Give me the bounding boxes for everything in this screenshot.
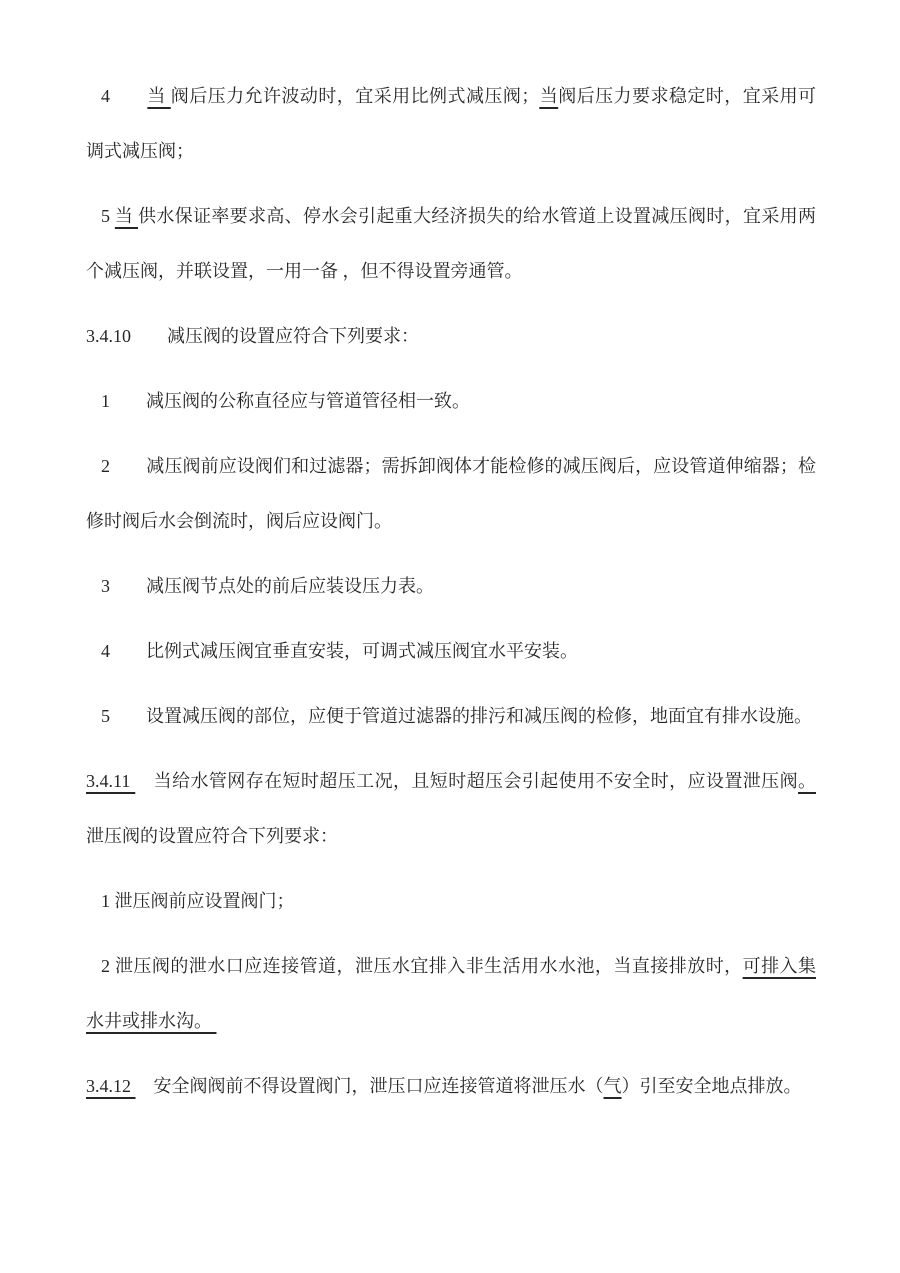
clause-3-4-11-item-2 — [86, 939, 816, 1049]
text-run: 1 泄压阀前应设置阀门； — [101, 891, 295, 911]
clause-3-4-10-item-4 — [86, 624, 816, 679]
underlined-text-run: 3.4.12 — [86, 1076, 136, 1096]
clause-3-4-10-item-3 — [86, 559, 816, 614]
text-run: 3 减压阀节点处的前后应装设压力表。 — [101, 576, 434, 596]
text-run: 4 — [101, 86, 148, 106]
text-run: 5 设置减压阀的部位，应便于管道过滤器的排污和减压阀的检修，地面宜有排水设施。 — [101, 706, 812, 726]
text-run: 5 — [101, 206, 115, 226]
text-run: 安全阀阀前不得设置阀门，泄压口应连接管道将泄压水（ — [135, 1076, 604, 1096]
text-run: 阀后压力允许波动时，宜采用比例式减压阀； — [170, 86, 540, 106]
text-run: 供水保证率要求高、停水会引起重大经济损失的给水管道上设置减压阀时，宜采用两个减压阀，并联设置，一用一备 ，但不得设置旁通管。 — [86, 206, 817, 281]
underlined-text-run: 当 — [147, 86, 171, 106]
text-run: 2 减压阀前应设阀们和过滤器；需拆卸阀体才能检修的减压阀后，应设管道伸缩器；检修时阀后水会倒流时，阀后应设阀门。 — [86, 456, 816, 531]
text-run: ）引至安全地点排放。 — [621, 1076, 802, 1096]
clause-3-4-10-item-2 — [86, 439, 816, 549]
text-run: 3.4.10 减压阀的设置应符合下列要求： — [86, 326, 419, 346]
text-run: 当给水管网存在短时超压工况，且短时超压会引起使用不安全时，应设置泄压阀 — [135, 771, 798, 791]
text-run: 阀后压力要求稳定时，宜采用可调式减压阀； — [86, 86, 817, 161]
clause-3-4-10-item-5 — [86, 689, 816, 744]
text-run: 2 泄压阀的泄水口应连接管道，泄压水宜排入非生活用水水池，当直接排放时， — [101, 956, 743, 976]
underlined-text-run: 当 — [114, 206, 139, 226]
text-run: 1 减压阀的公称直径应与管道管径相一致。 — [101, 391, 470, 411]
clause-3-4-10-item-1 — [86, 374, 816, 429]
clause-3-4-11-item-1 — [86, 874, 816, 929]
underlined-text-run: 气 — [603, 1076, 622, 1096]
underlined-text-run: 3.4.11 — [86, 771, 136, 791]
clause-3-4-12 — [86, 1059, 816, 1114]
underlined-text-run: 当 — [539, 86, 559, 106]
clause-3-4-9-item-5 — [86, 189, 816, 299]
clause-3-4-10-heading — [86, 309, 816, 364]
clause-3-4-11-heading — [86, 754, 816, 864]
underlined-text-run: 可排入集水井或排水沟。 — [86, 956, 817, 1031]
text-run: 4 比例式减压阀宜垂直安装，可调式减压阀宜水平安装。 — [101, 641, 578, 661]
underlined-text-run: 。 — [798, 771, 816, 791]
clause-3-4-9-item-4 — [86, 69, 816, 179]
text-run: 泄压阀的设置应符合下列要求： — [86, 826, 338, 846]
